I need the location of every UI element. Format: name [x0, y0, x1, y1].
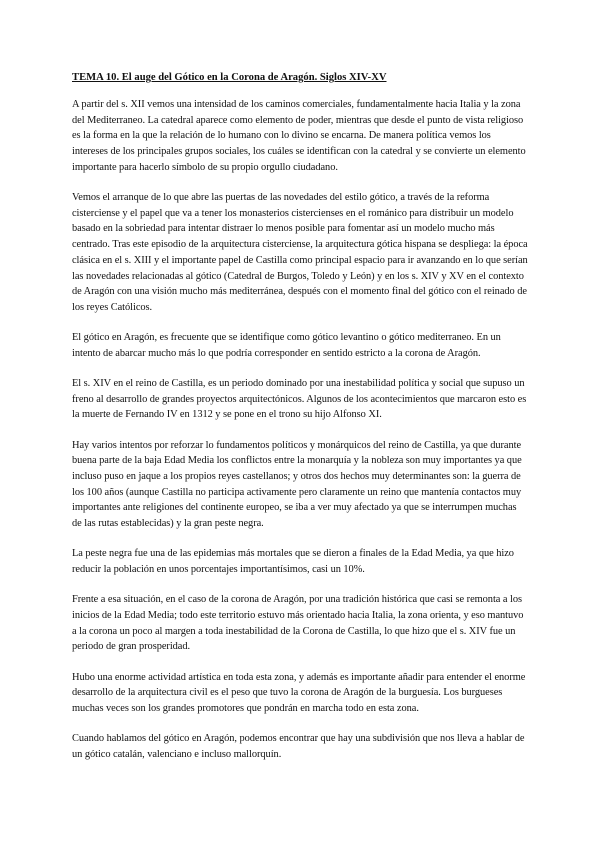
paragraph-2: Vemos el arranque de lo que abre las puertas de las novedades del estilo gótico, a través de la reforma cisterciense y el papel que va a tener los monasterios cistercienses en el románico para distribuir un modelo basado en la sobriedad para intentar distraer lo menos posible para fomentar así un modelo mucho más centrado. Tras este episodio de la arquitectura cisterciense, la arquitectura gótica hispana se despliega: la época clásica en el s. XIII y el importante papel de Castilla como principal espacio para ir avanzando en lo que serían las novedades relacionadas al gótico (Catedral de Burgos, Toledo y León) y en los s. XIV y XV en el contexto de Aragón con una visión mucho más mediterránea, después con el momento final del gótico con el reinado de los reyes Católicos. — [72, 192, 528, 313]
paragraph-7: Frente a esa situación, en el caso de la corona de Aragón, por una tradición histórica que casi se remonta a los inicios de la Edad Media; todo este territorio estuvo más orientado hacia Italia, la zona orienta, y eso mantuvo a la corona un poco al margen a toda inestabilidad de la Corona de Castilla, lo que hizo que el s. XIV fue un periodo de gran prosperidad. — [72, 594, 524, 653]
paragraph-9: Cuando hablamos del gótico en Aragón, podemos encontrar que hay una subdivisión que nos lleva a hablar de un gótico catalán, valenciano e incluso mallorquín. — [72, 733, 525, 760]
paragraph-8: Hubo una enorme actividad artística en toda esta zona, y además es importante añadir para entender el enorme desarrollo de la arquitectura civil es el peso que tuvo la corona de Aragón de la burguesía. Los burgueses muchas veces son los grandes promotores que pondrán en marcha todo en esta zona. — [72, 671, 526, 714]
paragraph-6: La peste negra fue una de las epidemias más mortales que se dieron a finales de la Edad Media, ya que hizo reducir la población en unos porcentajes importantísimos, casi un 10%. — [72, 548, 514, 576]
paragraph-4: El s. XIV en el reino de Castilla, es un periodo dominado por una inestabilidad política y social que supuso un freno al desarrollo de grandes proyectos arquitectónicos. Algunos de los acontecimientos que marcaron esto es la muerte de Fernando IV en 1312 y se pone en el trono su hijo Alfonso XI. — [72, 378, 527, 421]
document-title: TEMA 10. El auge del Gótico en la Corona de Aragón. Siglos XIV-XV — [72, 72, 387, 83]
paragraph-5: Hay varios intentos por reforzar lo fundamentos políticos y monárquicos del reino de Castilla, ya que durante buena parte de la baja Edad Media los conflictos entre la monarquía y la nobleza son muy importantes ya que incluso puso en jaque a los propios reyes castellanos; y otros dos hechos muy determinantes son: la guerra de los 100 años (aunque Castilla no participa activamente pero claramente un reino que mantenía contactos muy importantes ante religiones del continente europeo, se iba a ver muy afectado ya que se interrumpen muchas de las rutas establecidas) y la gran peste negra. — [72, 439, 522, 530]
paragraph-1: A partir del s. XII vemos una intensidad de los caminos comerciales, fundamentalmente hacia Italia y la zona del Mediterraneo. La catedral aparece como elemento de poder, mientras que desde el punto de vista religioso es la forma en la que la relación de lo humano con lo divino se encarna. De manera política vemos los intereses de los principales grupos sociales, los cuáles se identifican con la catedral y se convierte un elemento importante para hacerlo símbolo de su propio orgullo ciudadano. — [72, 99, 526, 173]
paragraph-3: El gótico en Aragón, es frecuente que se identifique como gótico levantino o gótico mediterraneo. En un intento de abarcar mucho más lo que podría corresponder en sentido estricto a la corona de Aragón. — [72, 332, 501, 359]
